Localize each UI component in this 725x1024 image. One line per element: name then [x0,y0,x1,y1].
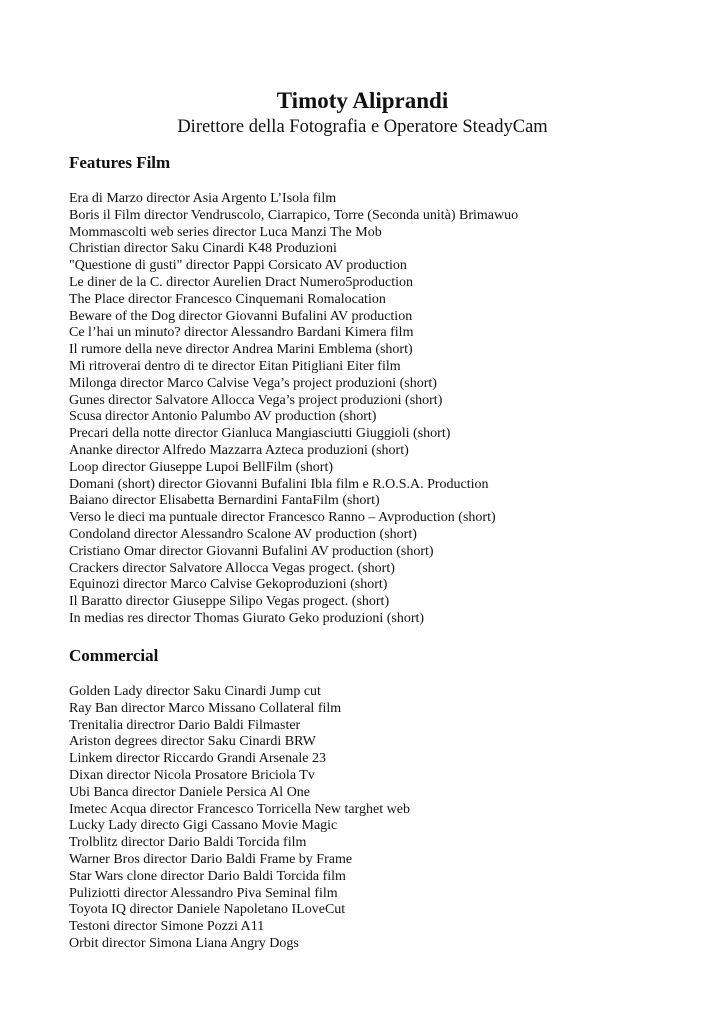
features-film-item: Il rumore della neve director Andrea Marini Emblema (short) [69,342,413,358]
features-film-item: Baiano director Elisabetta Bernardini FantaFilm (short) [69,493,380,509]
document-title: Timoty Aliprandi [276,88,449,113]
features-film-item: Precari della notte director Gianluca Mangiasciutti Giuggioli (short) [69,426,451,442]
features-film-item: Ananke director Alfredo Mazzarra Azteca produzioni (short) [69,442,409,458]
commercial-item: Linkem director Riccardo Grandi Arsenale 23 [69,751,326,767]
commercial-list [69,684,410,953]
commercial-item: Dixan director Nicola Prosatore Briciola Tv [69,767,315,783]
features-film-item: The Place director Francesco Cinquemani Romalocation [69,291,386,307]
features-film-item: Loop director Giuseppe Lupoi BellFilm (short) [69,459,334,475]
commercial-item: Trolblitz director Dario Baldi Torcida film [69,835,307,851]
commercial-item: Warner Bros director Dario Baldi Frame by Frame [69,851,353,867]
features-film-list [69,191,518,628]
section-heading-commercial: Commercial [69,646,159,665]
commercial-item: Ray Ban director Marco Missano Collateral film [69,700,342,716]
document-subtitle: Direttore della Fotografia e Operatore SteadyCam [177,117,548,137]
commercial-item: Lucky Lady directo Gigi Cassano Movie Magic [69,818,338,834]
features-film-item: Il Baratto director Giuseppe Silipo Vegas progect. (short) [69,594,390,610]
features-film-item: Beware of the Dog director Giovanni Bufalini AV production [69,308,413,324]
commercial-item: Orbit director Simona Liana Angry Dogs [69,935,299,951]
features-film-item: Gunes director Salvatore Allocca Vega’s project produzioni (short) [69,392,443,408]
features-film-item: Condoland director Alessandro Scalone AV production (short) [69,526,417,542]
features-film-item: Verso le dieci ma puntuale director Francesco Ranno – Avproduction (short) [69,510,496,526]
features-film-item: Cristiano Omar director Giovanni Bufalini AV production (short) [69,543,434,559]
features-film-item: Boris il Film director Vendruscolo, Ciarrapico, Torre (Seconda unità) Brimawuo [69,207,519,223]
commercial-item: Golden Lady director Saku Cinardi Jump cut [69,684,321,699]
commercial-item: Imetec Acqua director Francesco Torricella New targhet web [69,801,410,817]
features-film-item: Mommascolti web series director Luca Manzi The Mob [69,224,382,240]
features-film-item: Ce l’hai un minuto? director Alessandro Bardani Kimera film [69,325,414,341]
commercial-item: Ariston degrees director Saku Cinardi BRW [69,734,316,750]
features-film-item: Le diner de la C. director Aurelien Dract Numero5production [69,274,414,290]
commercial-item: Puliziotti director Alessandro Piva Seminal film [69,885,338,901]
section-heading-features: Features Film [69,153,171,172]
features-film-item: Christian director Saku Cinardi K48 Produzioni [69,241,337,257]
commercial-item: Trenitalia directror Dario Baldi Filmaster [69,717,301,733]
commercial-item: Ubi Banca director Daniele Persica Al One [69,784,311,800]
features-film-item: Equinozi director Marco Calvise Gekoproduzioni (short) [69,577,388,593]
features-film-item: Mi ritroverai dentro di te director Eitan Pitigliani Eiter film [69,358,401,374]
commercial-item: Toyota IQ director Daniele Napoletano ILoveCut [69,902,346,918]
features-film-item: Milonga director Marco Calvise Vega’s project produzioni (short) [69,375,437,391]
features-film-item: Domani (short) director Giovanni Bufalini Ibla film e R.O.S.A. Production [69,476,489,492]
features-film-item: Era di Marzo director Asia Argento L’Isola film [69,191,337,206]
features-film-item: In medias res director Thomas Giurato Geko produzioni (short) [69,610,425,626]
commercial-item: Testoni director Simone Pozzi A11 [69,919,265,935]
features-film-item: "Questione di gusti" director Pappi Corsicato AV production [69,258,407,274]
features-film-item: Crackers director Salvatore Allocca Vegas progect. (short) [69,560,395,576]
commercial-item: Star Wars clone director Dario Baldi Torcida film [69,868,346,884]
features-film-item: Scusa director Antonio Palumbo AV production (short) [69,409,377,425]
